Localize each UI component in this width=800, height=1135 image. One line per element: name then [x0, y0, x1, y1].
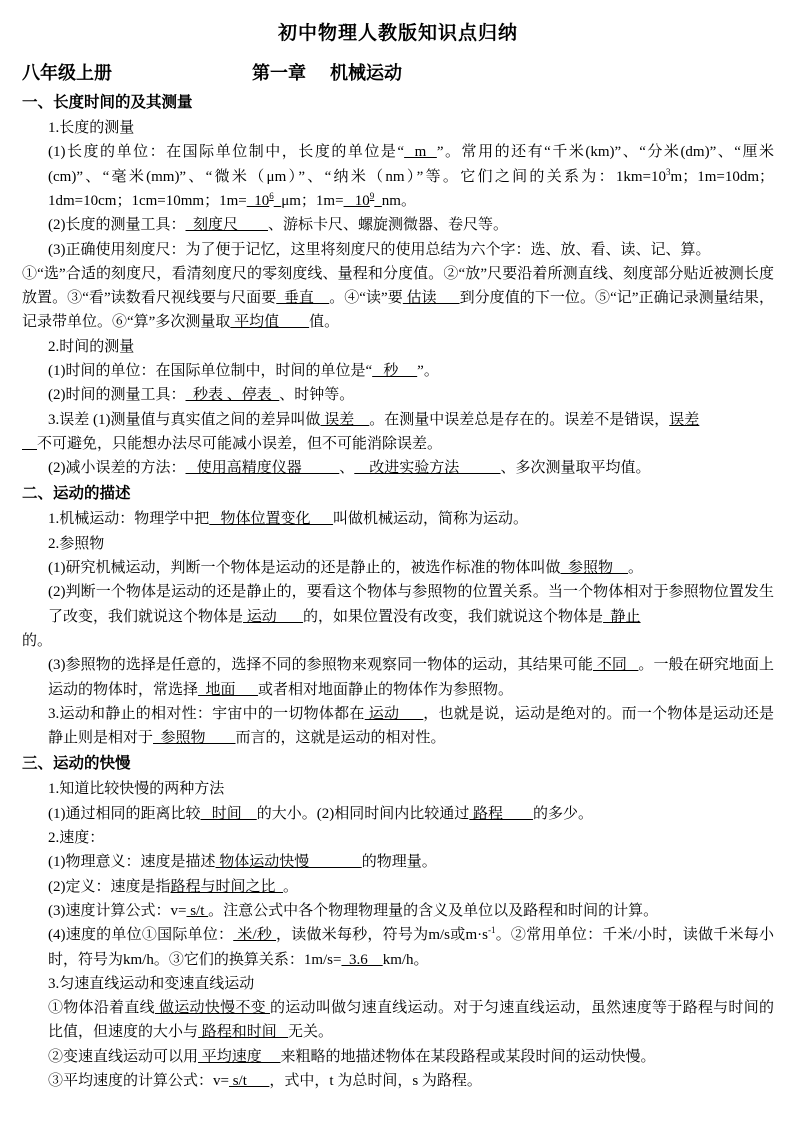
- content-paragraph: [22, 556, 774, 580]
- text-run: ”。: [417, 362, 439, 379]
- fill-in-blank: 使用高精度仪器: [185, 460, 340, 477]
- content-paragraph: [22, 140, 774, 213]
- text-run: (1)时间的单位：在国际单位制中，时间的单位是“: [48, 362, 373, 379]
- subsection-label: 2.参照物: [48, 535, 105, 552]
- text-run: 。④“读”要: [329, 290, 403, 307]
- subsection-label: 1.知道比较快慢的两种方法: [48, 781, 225, 798]
- content-paragraph: [22, 359, 774, 383]
- text-run: (4)速度的单位①国际单位：: [48, 927, 234, 944]
- content-paragraph: [22, 653, 774, 702]
- text-run: ，读做米每秒，符号为m/s或m·s: [276, 927, 488, 944]
- content-paragraph: [22, 802, 774, 826]
- text-run: (2)判断一个物体是运动的还是静止的，要看这个物体与参照物的位置关系。当一个物体相对于参照物位置发生了改变，我们就说这个物体是: [48, 584, 774, 625]
- fill-in-blank: 运动: [243, 608, 304, 625]
- text-run: m；1m=10dm；1dm=10cm；1cm=10mm；1m=: [48, 168, 774, 209]
- subsection-label: 3.匀速直线运动和变速直线运动: [48, 975, 255, 992]
- content-paragraph: [22, 262, 774, 335]
- text-run: (2)长度的测量工具：: [48, 217, 186, 234]
- text-run: 的运动叫做匀速直线运动。对于匀速直线运动，虽然速度等于路程与时间的比值，但速度的大小与: [48, 1000, 774, 1041]
- content-paragraph: [22, 629, 774, 653]
- text-run: 。在测量中误差总是存在的。误差不是错误，: [369, 411, 670, 428]
- text-run: (1)通过相同的距离比较: [48, 805, 201, 822]
- text-run: ③平均速度的计算公式：v=: [48, 1073, 229, 1090]
- content-paragraph: [22, 432, 774, 456]
- text-run: 。: [628, 560, 644, 577]
- fill-in-blank: 做运动快慢不变: [154, 1000, 270, 1017]
- content-paragraph: [22, 923, 774, 972]
- text-run: 3.误差 (1)测量值与真实值之间的差异叫做: [48, 411, 321, 428]
- content-paragraph: [22, 213, 774, 237]
- text-run: μm；1m=: [281, 192, 344, 209]
- content-paragraph: [22, 875, 774, 899]
- fill-in-blank: 秒: [372, 362, 418, 379]
- text-run: 无关。: [288, 1024, 334, 1041]
- content-paragraph: [22, 702, 774, 751]
- text-run: 、多次测量取平均值。: [500, 460, 651, 477]
- fill-in-blank: 运动: [364, 705, 424, 722]
- fill-in-blank: m: [404, 144, 437, 161]
- text-run: (3)参照物的选择是任意的，选择不同的参照物来观察同一物体的运动，其结果可能: [48, 657, 593, 674]
- content-paragraph: [22, 238, 774, 262]
- text-run: (2)时间的测量工具：: [48, 387, 186, 404]
- chapter-number: 第一章: [252, 63, 306, 83]
- subsection-label: 2.速度：: [48, 830, 105, 847]
- superscript: -1: [487, 925, 496, 936]
- content-paragraph: [22, 408, 774, 432]
- text-run: ，式中，t 为总时间，s 为路程。: [269, 1073, 482, 1090]
- text-run: 、时钟等。: [279, 387, 355, 404]
- text-run: 、游标卡尺、螺旋测微器、卷尺等。: [268, 217, 509, 234]
- fill-in-blank: [22, 436, 37, 452]
- chapter-label: [252, 59, 402, 85]
- text-run: ”。常用的还有“千米(km)”、“分米(dm)”、“厘米(cm)”、“毫米(mm)”、“微米（μm）”、“纳米（nm）”等。它们之间的关系为：1km=10: [48, 144, 774, 185]
- content-paragraph: [22, 580, 774, 629]
- fill-in-blank: 物体运动快慢: [215, 854, 362, 871]
- text-run: 。②常用单位：千米/小时，读做千米每小时，符号为km/h。③它们的换算关系：1m/s=: [48, 927, 774, 968]
- text-run: 而言的，这就是运动的相对性。: [235, 730, 446, 747]
- fill-in-blank: 地面: [198, 681, 259, 698]
- content-paragraph: [22, 899, 774, 923]
- text-run: ，也就是说，运动是绝对的。而一个物体是运动还是静止则是相对于: [48, 705, 774, 747]
- page-title: 初中物理人教版知识点归纳: [277, 23, 518, 44]
- text-run: (2)定义：速度是指: [48, 878, 171, 895]
- text-run: 1.机械运动：物理学中把: [48, 511, 210, 528]
- text-run: 或者相对地面静止的物体作为参照物。: [258, 681, 514, 698]
- fill-in-blank: 米/秒: [233, 927, 277, 944]
- text-run: 的大小。(2)相同时间内比较通过: [256, 805, 470, 822]
- fill-in-blank: 路程与时间之比: [170, 878, 284, 895]
- fill-in-blank: 刻度尺: [185, 217, 269, 234]
- text-run: ②变速直线运动可以用: [48, 1048, 199, 1065]
- text-run: nm。: [381, 192, 416, 209]
- section-heading: 二、运动的描述: [22, 485, 131, 503]
- text-run: 。: [283, 878, 299, 895]
- text-run: (1)长度的单位：在国际单位制中，长度的单位是“: [48, 144, 405, 161]
- fill-in-blank: 10: [246, 192, 270, 209]
- fill-in-blank: 误差: [669, 411, 700, 428]
- fill-in-blank: 路程和时间: [198, 1024, 289, 1041]
- grade-label: 八年级上册: [22, 63, 112, 83]
- text-run: 的多少。: [533, 805, 594, 822]
- text-run: 。注意公式中各个物理物理量的含义及单位以及路程和时间的计算。: [208, 902, 659, 919]
- fill-in-blank: 路程: [469, 805, 534, 822]
- section-heading: 一、长度时间的及其测量: [22, 94, 193, 111]
- text-run: 不可避免，只能想办法尽可能减小误差，但不可能消除误差。: [37, 435, 443, 452]
- text-run: (1)研究机械运动，判断一个物体是运动的还是静止的，被选作标准的物体叫做: [48, 560, 561, 577]
- text-run: 来粗略的地描述物体在某段路程或某段时间的运动快慢。: [280, 1048, 656, 1065]
- content-paragraph: [22, 383, 774, 407]
- text-run: 的物理量。: [361, 854, 437, 871]
- fill-in-blank: 秒表 、停表: [185, 387, 280, 404]
- chapter-name: 机械运动: [330, 63, 402, 83]
- fill-in-blank: 参照物: [153, 730, 236, 747]
- text-run: (3)正确使用刻度尺：为了便于记忆，这里将刻度尺的使用总结为六个字：选、放、看、读、记、算。: [48, 241, 711, 258]
- text-run: 的。: [22, 632, 53, 649]
- fill-in-blank: 平均值: [230, 314, 310, 331]
- text-run: 3.运动和静止的相对性：宇宙中的一切物体都在: [48, 705, 365, 722]
- text-run: 叫做机械运动，简称为运动。: [333, 511, 529, 528]
- text-run: 到分度值的下一位。⑤“记”正确记录测量结果，记录带单位。⑥“算”多次测量取: [22, 290, 774, 331]
- sections-root: [22, 91, 774, 1093]
- fill-in-blank: s/t: [228, 1073, 270, 1090]
- header-row: [22, 59, 774, 85]
- content-paragraph: [22, 996, 774, 1045]
- superscript: 6: [269, 190, 274, 201]
- superscript: 3: [666, 166, 671, 177]
- text-run: 值。: [309, 314, 340, 331]
- content-paragraph: [22, 850, 774, 874]
- fill-in-blank: 估读: [402, 290, 460, 307]
- subsection-label: 2.时间的测量: [48, 338, 135, 355]
- section-heading: 三、运动的快慢: [22, 755, 131, 773]
- text-run: 。一般在研究地面上运动的物体时，常选择: [48, 657, 774, 698]
- fill-in-blank: s/t: [186, 902, 209, 919]
- fill-in-blank: 改进实验方法: [354, 460, 501, 477]
- fill-in-blank: [374, 193, 382, 209]
- text-run: (1)物理意义：速度是描述: [48, 854, 216, 871]
- text-run: 、: [339, 460, 355, 477]
- fill-in-blank: 不同: [593, 657, 639, 674]
- fill-in-blank: 误差: [320, 411, 370, 428]
- text-run: (3)速度计算公式：v=: [48, 902, 187, 919]
- text-run: km/h。: [382, 951, 429, 968]
- fill-in-blank: 参照物: [560, 560, 629, 577]
- subsection-label: 1.长度的测量: [48, 120, 135, 137]
- content-paragraph: [22, 507, 774, 531]
- fill-in-blank: 3.6: [341, 951, 383, 968]
- content-paragraph: [22, 1045, 774, 1069]
- fill-in-blank: 时间: [200, 805, 257, 822]
- content-paragraph: [22, 456, 774, 480]
- fill-in-blank: 物体位置变化: [209, 511, 334, 528]
- superscript: 9: [369, 190, 375, 201]
- fill-in-blank: 静止: [603, 608, 641, 625]
- text-run: (2)减小误差的方法：: [48, 460, 186, 477]
- fill-in-blank: 垂直: [276, 290, 330, 307]
- content-paragraph: [22, 1069, 774, 1093]
- text-run: ①“选”合适的刻度尺，看清刻度尺的零刻度线、量程和分度值。②“放”尺要沿着所测直线、刻度部分贴近被测长度放置。③“看”读数看尺视线要与尺面要: [22, 265, 774, 307]
- text-run: ①物体沿着直线: [48, 1000, 155, 1017]
- fill-in-blank: 10: [343, 192, 370, 209]
- fill-in-blank: 平均速度: [198, 1048, 281, 1065]
- text-run: 的，如果位置没有改变，我们就说这个物体是: [303, 608, 604, 625]
